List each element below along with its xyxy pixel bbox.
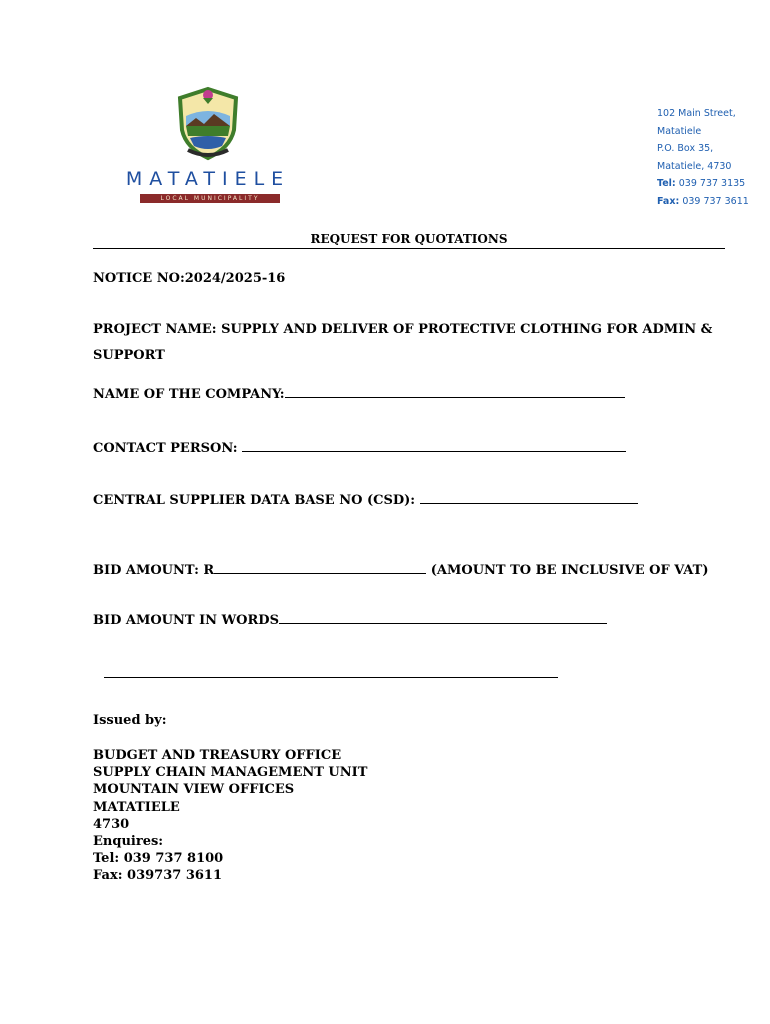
- crest-icon: [170, 86, 246, 162]
- notice-number: NOTICE NO:2024/2025-16: [93, 271, 286, 286]
- address-line: P.O. Box 35,: [657, 143, 714, 154]
- tel-number: 039 737 3135: [678, 178, 746, 189]
- office-line: Tel: 039 737 8100: [93, 851, 224, 867]
- tel-label: Tel:: [657, 178, 676, 189]
- office-line: Enquires:: [93, 833, 164, 849]
- bid-amount-label: BID AMOUNT: R: [93, 563, 215, 578]
- address-block: [657, 105, 765, 210]
- address-line: 102 Main Street,: [657, 108, 736, 119]
- contact-person-field[interactable]: [242, 438, 626, 452]
- office-line: 4730: [93, 816, 130, 832]
- bid-words-field-continued[interactable]: [104, 664, 558, 678]
- logo-wordmark: MATATIELE: [125, 168, 291, 190]
- bid-amount-row: [93, 560, 709, 580]
- address-tel: [657, 175, 765, 193]
- address-line: Matatiele: [657, 125, 702, 137]
- bid-words-extra-row: [104, 664, 558, 684]
- fax-number: 039 737 3611: [682, 195, 749, 207]
- office-line: SUPPLY CHAIN MANAGEMENT UNIT: [93, 765, 368, 781]
- bid-words-field[interactable]: [279, 610, 607, 624]
- csd-label: CENTRAL SUPPLIER DATA BASE NO (CSD):: [93, 493, 420, 508]
- contact-person-row: [93, 438, 626, 458]
- bid-amount-field[interactable]: [214, 560, 426, 574]
- project-name-line1: PROJECT NAME: SUPPLY AND DELIVER OF PROTECTIVE CLOTHING FOR ADMIN &: [93, 322, 713, 337]
- company-name-row: [93, 384, 625, 404]
- municipality-logo: [108, 86, 308, 206]
- csd-row: [93, 490, 638, 510]
- bid-words-row: [93, 610, 607, 630]
- office-line: MOUNTAIN VIEW OFFICES: [93, 782, 295, 798]
- office-line: BUDGET AND TREASURY OFFICE: [93, 748, 342, 763]
- issued-by-label: Issued by:: [93, 713, 167, 728]
- logo-tagline: LOCAL MUNICIPALITY: [140, 194, 280, 203]
- office-line: MATATIELE: [93, 799, 180, 815]
- address-fax: [657, 193, 765, 211]
- bid-words-label: BID AMOUNT IN WORDS: [93, 613, 279, 628]
- company-name-field[interactable]: [285, 384, 625, 398]
- contact-person-label: CONTACT PERSON:: [93, 441, 243, 456]
- project-name-line2: SUPPORT: [93, 348, 165, 363]
- address-line: Matatiele, 4730: [657, 160, 732, 172]
- office-line: Fax: 039737 3611: [93, 868, 222, 884]
- fax-label: Fax:: [657, 195, 680, 207]
- document-title: REQUEST FOR QUOTATIONS: [310, 232, 508, 246]
- company-name-label: NAME OF THE COMPANY:: [93, 387, 285, 402]
- issuing-office-block: [93, 747, 367, 885]
- title-rule: [93, 248, 725, 249]
- bid-amount-note: (AMOUNT TO BE INCLUSIVE OF VAT): [426, 563, 709, 578]
- csd-number-field[interactable]: [420, 490, 638, 504]
